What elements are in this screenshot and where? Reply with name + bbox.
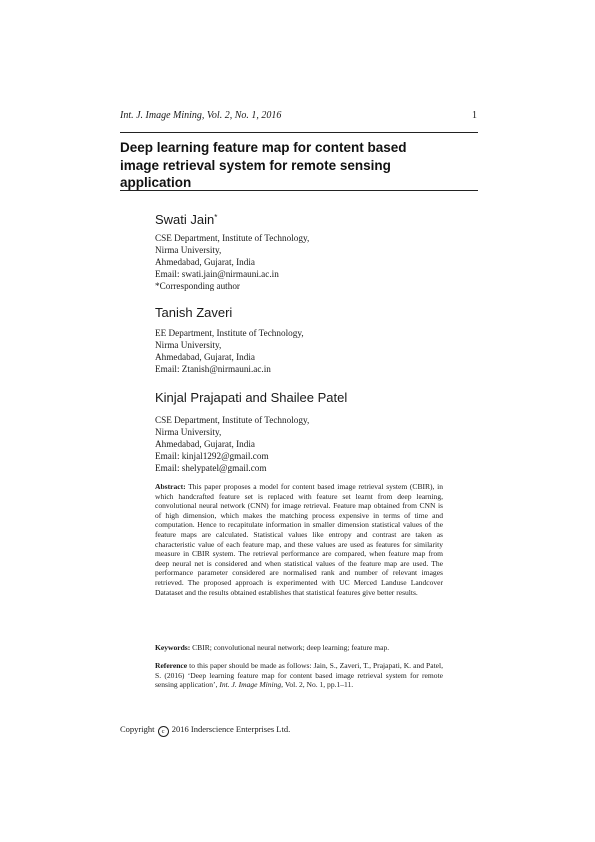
author-affiliation-1	[155, 232, 309, 292]
copyright-symbol-icon: c	[158, 726, 169, 737]
affiliation-line: CSE Department, Institute of Technology,	[155, 233, 310, 243]
title-rule	[120, 190, 478, 191]
affiliation-line: Ahmedabad, Gujarat, India	[155, 352, 256, 362]
affiliation-line: Nirma University,	[155, 340, 222, 350]
journal-citation: Int. J. Image Mining, Vol. 2, No. 1, 2016	[120, 110, 282, 121]
keywords-text: CBIR; convolutional neural network; deep learning; feature map.	[192, 643, 390, 652]
author-name-3: Kinjal Prajapati and Shailee Patel	[155, 390, 348, 405]
reference-note: Reference to this paper should be made as follows: Jain, S., Zaveri, T., Prajapati, K. and Patel, S. (2016) ‘Deep learning feature map for content based image retrieval system for remote sensing application’, Int. J. Image Mining, Vol. 2, No. 1, pp.1–11.	[155, 661, 444, 690]
top-rule	[120, 132, 478, 133]
reference-journal: Int. J. Image Mining,	[219, 680, 284, 690]
reference-label: Reference	[155, 661, 188, 670]
affiliation-line: Nirma University,	[155, 427, 222, 437]
copyright-notice: Copyright c 2016 Inderscience Enterprises Ltd.	[120, 724, 291, 735]
author-affiliation-3	[155, 414, 309, 474]
affiliation-line: CSE Department, Institute of Technology,	[155, 415, 310, 425]
abstract	[155, 482, 443, 597]
author-name-1: Swati Jain*	[155, 212, 218, 227]
abstract-label: Abstract:	[155, 482, 186, 491]
paper-title: Deep learning feature map for content based image retrieval system for remote sensing application	[120, 140, 407, 190]
author-email: Email: kinjal1292@gmail.com	[155, 451, 269, 461]
keywords	[155, 643, 443, 653]
page-number: 1	[472, 110, 477, 121]
corresponding-author-note: *Corresponding author	[155, 281, 240, 291]
affiliation-line: Nirma University,	[155, 245, 222, 255]
abstract-text: This paper proposes a model for content based image retrieval system (CBIR), in which handcrafted feature set is replaced with feature set learnt from deep learning, convolutional neural network (CNN) for image retrieval. Feature map obtained from CNN is of high dimension, which makes the matching process expensive in terms of time and computation. Hence to recapitulate information in smaller dimension statistical values of the feature maps are calculated. Statistical values like entropy and contrast are taken as characteristic value of each feature map, and these values are used as features for similarity measure in CBIR system. The retrieval performance are compared, when feature map from deep neural net is considered and when statistical values of the feature map are used. The performance parameter considered are normalised rank and number of relevant images retrieved. The proposed approach is experimented with UC Merced Landuse Landcover Datataset and the results obtained establishes that statistical features give better results.	[155, 482, 443, 597]
keywords-label: Keywords:	[155, 643, 191, 652]
author-name-2: Tanish Zaveri	[155, 305, 233, 320]
corresponding-mark: *	[214, 213, 218, 222]
author-email: Email: Ztanish@nirmauni.ac.in	[155, 364, 271, 374]
affiliation-line: Ahmedabad, Gujarat, India	[155, 257, 256, 267]
author-email: Email: swati.jain@nirmauni.ac.in	[155, 269, 279, 279]
affiliation-line: Ahmedabad, Gujarat, India	[155, 439, 256, 449]
author-affiliation-2	[155, 327, 304, 375]
affiliation-line: EE Department, Institute of Technology,	[155, 328, 304, 338]
author-email: Email: shelypatel@gmail.com	[155, 463, 267, 473]
